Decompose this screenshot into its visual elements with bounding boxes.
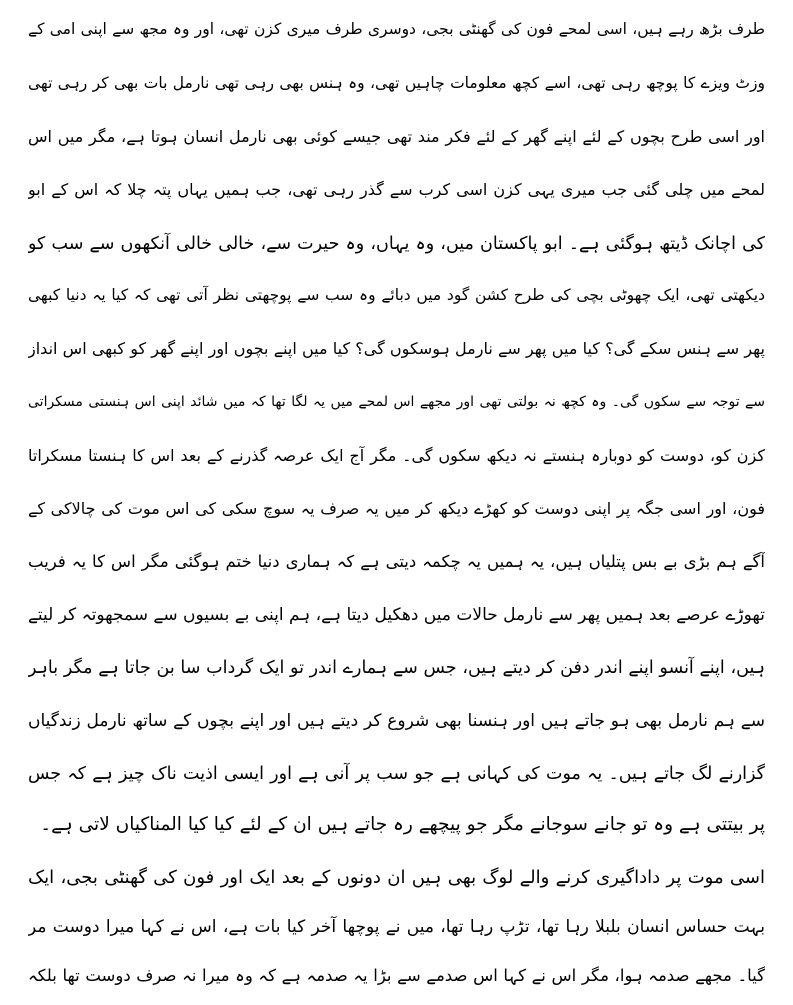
text-line: فون، اور اسی جگہ پر اپنی دوست کو کھڑے دیکھ کر میں یہ صرف یہ سوچ سکی کی اس موت کی چالاکی کے [28, 499, 765, 518]
text-line: اسی موت پر داداگیری کرنے والے لوگ بھی ہیں ان دونوں کے بعد ایک اور فون کی گھنٹی بجی، ایک [28, 867, 765, 888]
text-line: دیکھتی تھی، ایک چھوٹی بچی کی طرح کشن گود میں دبائے وہ سب سے پوچھتی نظر آتی تھی کہ کیا یہ دنیا کبھی [28, 286, 765, 304]
text-line: ہیں، اپنے آنسو اپنے اندر دفن کر دیتے ہیں، جس سے ہمارے اندر تو ایک گرداب سا بن جاتا ہے مگر باہر [28, 658, 765, 678]
text-line: آگے ہم بڑی بے بس پتلیاں ہیں، یہ ہمیں یہ چکمہ دیتی ہے کہ ہماری دنیا ختم ہوگئی مگر اس کا یہ فریب [28, 552, 765, 571]
text-line: اور اسی طرح بچوں کے لئے اپنے گھر کے لئے فکر مند تھی جیسے کوئی بھی نارمل انسان ہوتا ہے، مگر میں اس [28, 127, 765, 146]
text-line: سے توجہ سے سکوں گی۔ وہ کچھ نہ بولتی تھی اور مجھے اس لمحے میں یہ لگا تھا کہ میں شائد اپنی اس ہنستی مسکراتی [28, 394, 765, 410]
text-line: سے ہم نارمل بھی ہو جاتے ہیں اور ہنسنا بھی شروع کر دیتے ہیں اور اپنے بچوں کے ساتھ نارمل زندگیاں [28, 711, 765, 731]
text-line: پھر سے ہنس سکے گی؟ کیا میں پھر سے نارمل ہوسکوں گی؟ کیا میں اپنے بچوں اور اپنے گھر کو کبھی اس انداز [28, 339, 765, 358]
text-line: طرف بڑھ رہے ہیں، اسی لمحے فون کی گھنٹی بجی، دوسری طرف میری کزن تھی، اور وہ مجھ سے اپنی امی کے [28, 20, 765, 38]
text-line: گزارنے لگ جاتے ہیں۔ یہ موت کی کہانی ہے جو سب پر آنی ہے اور ایسی اذیت ناک چیز ہے کہ جس [28, 764, 765, 784]
text-line: کی اچانک ڈیتھ ہوگئی ہے۔ ابو پاکستان میں، وہ یہاں، وہ حیرت سے، خالی خالی آنکھوں سے سب کو [28, 234, 765, 254]
text-line: لمحے میں چلی گئی جب میری یہی کزن اسی کرب سے گذر رہی تھی، جب ہمیں یہاں پتہ چلا کہ اس کے ابو [28, 180, 765, 199]
text-line: وزٹ ویزے کا پوچھ رہی تھی، اسے کچھ معلومات چاہیں تھی، وہ ہنس بھی رہی تھی نارمل بات بھی کر رہی تھی [28, 74, 765, 92]
text-line: تھوڑے عرصے بعد ہمیں پھر سے نارمل حالات میں دھکیل دیتا ہے، ہم اپنی بے بسیوں سے سمجھوتہ کر لیتے [28, 605, 765, 625]
text-line: بہت حساس انسان بلبلا رہا تھا، تڑپ رہا تھا، میں نے پوچھا آخر کیا بات ہے، اس نے کہا میرا دوست مر [28, 917, 765, 937]
text-line: کزن کو، دوست کو دوبارہ ہنستے نہ دیکھ سکوں گی۔ مگر آج ایک عرصہ گذرنے کے بعد اس کا ہنستا مسکراتا [28, 446, 765, 465]
document-page [28, 0, 765, 1005]
text-line-paragraph-end: پر بیتتی ہے وہ تو جانے سوجانے مگر جو پیچھے رہ جاتے ہیں ان کے لئے کیا کیا المناکیاں لاتی ہے۔ [40, 814, 765, 835]
text-line: گیا۔ مجھے صدمہ ہوا، مگر اس نے کہا اس صدمے سے بڑا یہ صدمہ ہے کہ وہ میرا نہ صرف دوست تھا بلکہ [28, 966, 765, 985]
